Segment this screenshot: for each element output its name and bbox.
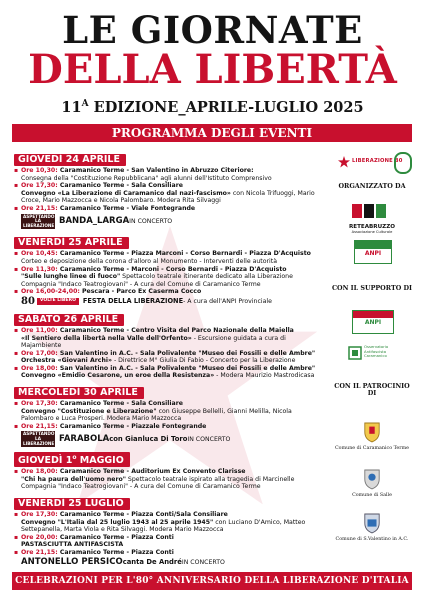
event-item: ▪ Ore 11,00: Caramanico Terme - Centro Visita del Parco Nazionale della Maiella «Il Sentiero della libertà nella Valle dell'Orfento» - Escursione guidata a cura di Majambiente: [14, 327, 322, 350]
liberazione80-logo: LIBERAZIONE 80: [338, 152, 408, 174]
footer-banner: CELEBRAZIONI PER L'80° ANNIVERSARIO DELLA LIBERAZIONE D'ITALIA: [12, 572, 412, 590]
comune-caramanico: Comune di Caramanico Terme: [335, 446, 409, 451]
event-item: ▪ Ore 17,00: San Valentino in A.C. - Sala Polivalente "Museo dei Fossili e delle Ambre" Orchestra «Giovani Archi» - Direttrice M° Giulia Di Fabio - Concerto per la Liberazione: [14, 350, 322, 365]
band-name: FARABOLA: [59, 433, 110, 444]
edition-text: EDIZIONE_APRILE-LUGLIO 2025: [88, 98, 364, 116]
day-header: VENERDÌ 25 APRILE: [14, 237, 129, 249]
event-item: ▪ Ore 21,15: Caramanico Terme - Viale Fontegrande: [14, 205, 322, 213]
volte-libero-logo: VOLTE LIBERO: [37, 298, 79, 305]
salle-crest-icon: [363, 468, 381, 490]
concert-row: ASPETTANDO LA LIBERAZIONE FARABOLA con Gianluca Di Toro IN CONCERTO: [23, 431, 231, 446]
event-item: ▪ Ore 16,00-24,00: Pescara - Parco Ex Caserma Cocco: [14, 288, 322, 296]
event-item: ▪ Ore 17,30: Caramanico Terme - Piazza Conti/Sala Consiliare Convegno "L'Italia dal 25 luglio 1943 al 25 aprile 1945" con Luciano D'Amico, Matteo Settepanella, Marta Viola e Rita Silvaggi. Modera Mario Mazzocca: [14, 511, 322, 534]
event-item: ▪ Ore 11,30: Caramanico Terme - Marconi - Corso Bernardi - Piazza D'Acquisto "Sulle lunghe linee di fuoco" Spettacolo teatrale itinerante dedicato alla Liberazione Compagnia "Indaco Teatrogiovani" - A cura del Comune di Caramanico Terme: [14, 266, 322, 289]
title-line-1: LE GIORNATE: [62, 8, 363, 52]
support-label: CON IL SUPPORTO DI: [331, 284, 413, 292]
eighty-logo: 80: [21, 295, 35, 307]
aspettando-badge: ASPETTANDO LA LIBERAZIONE: [23, 431, 55, 446]
anpi-logo: ANPI: [354, 240, 392, 264]
day-header: SABATO 26 APRILE: [14, 314, 124, 326]
star-icon: [338, 156, 350, 168]
program-banner: PROGRAMMA DEGLI EVENTI: [12, 124, 412, 142]
edition-superscript: A: [81, 99, 89, 109]
day-header: VENERDÌ 25 LUGLIO: [14, 498, 130, 510]
event-item: ▪ Ore 17,30: Caramanico Terme - Sala Consiliare Convegno "Costituzione e Liberazione" con Giuseppe Bellelli, Gianni Melilla, Nicola Palombaro e Luca Prosperi. Modera Mario Mazzocca: [14, 400, 322, 423]
concert-row: ASPETTANDO LA LIBERAZIONE BANDA_LARGA IN CONCERTO: [23, 213, 173, 228]
san-valentino-crest-icon: [363, 512, 381, 534]
event-item: ▪ Ore 18,00: Caramanico Terme - Auditorium Ex Convento Clarisse "Chi ha paura dell'uomo nero" Spettacolo teatrale ispirato alla tragedia di Marcinelle Compagnia "Indaco Teatrogiovani" - A cura del Comune di Caramanico Terme: [14, 468, 322, 491]
event-item: ▪ Ore 21,15: Caramanico Terme - Piazza Conti: [14, 549, 322, 557]
patronage-label: CON IL PATROCINIO DI: [334, 382, 410, 398]
organized-by-label: ORGANIZZATO DA: [338, 182, 406, 190]
sponsor-sidebar: [330, 150, 414, 568]
band-name: BANDA_LARGA: [59, 215, 130, 226]
day-header: GIOVEDÌ 1$^o$ MAGGIO: [14, 452, 130, 467]
title-line-2: DELLA LIBERTÀ: [28, 46, 397, 93]
event-item: ▪ Ore 21,15: Caramanico Terme - Piazzale Fontegrande: [14, 423, 322, 431]
reteabruzzo-mark-icon: [346, 202, 398, 220]
event-item: ▪ Ore 17,30: Caramanico Terme - Sala Consiliare Convegno «La Liberazione di Caramanico dal nazi-fascismo» con Nicola Trifuoggi, Mario Croce, Mario Mazzocca e Nicola Palombaro. Modera Rita Silvaggi: [14, 182, 322, 205]
comune-salle: Comune di Salle: [352, 493, 392, 498]
program-list: [14, 147, 322, 567]
edition-number: 11: [61, 98, 82, 116]
concert-row: ANTONELLO PERSICO canta De André IN CONCERTO: [21, 556, 225, 567]
event-item: ▪ Ore 18,00: San Valentino in A.C. - Sala Polivalente "Museo dei Fossili e delle Ambre" Convegno «Emidio Cesarone, un eroe della Resistenza» - Modera Maurizio Mastrodicasa: [14, 365, 322, 380]
osservatorio-logo: Osservatorio Antifascista Caramanico: [348, 342, 398, 372]
event-item: ▪ Ore 10,45: Caramanico Terme - Piazza Marconi - Corso Bernardi - Piazza D'Acquisto Corteo e deposizione della corona d'alloro al Monumento - Interventi delle autorità: [14, 250, 322, 265]
day-header: MERCOLEDÌ 30 APRILE: [14, 387, 144, 399]
event-item: ▪ Ore 20,00: Caramanico Terme - Piazza Conti PASTASCIUTTA ANTIFASCISTA: [14, 534, 322, 549]
aspettando-badge: ASPETTANDO LA LIBERAZIONE: [23, 213, 55, 228]
comune-san-valentino: Comune di S.Valentino in A.C.: [335, 537, 409, 542]
edition-line: [0, 95, 425, 117]
osservatorio-mark-icon: [348, 346, 362, 360]
anpi-logo-2: ANPI: [352, 310, 394, 334]
artist-name: ANTONELLO PERSICO: [21, 556, 123, 567]
caramanico-crest-icon: [363, 421, 381, 443]
header: [0, 0, 425, 122]
day-header: GIOVEDÌ 24 APRILE: [14, 154, 126, 166]
reteabruzzo-logo: RETEABRUZZO Associazione Culturale: [346, 202, 398, 230]
festa-row: 80 VOLTE LIBERO FESTA DELLA LIBERAZIONE - A cura dell'ANPI Provinciale: [21, 295, 272, 307]
event-item: ▪ Ore 10,30: Caramanico Terme - San Valentino in Abruzzo Citeriore: Consegna della "Costituzione Repubblicana" agli alunni dell'Istituto Comprensivo: [14, 167, 322, 182]
